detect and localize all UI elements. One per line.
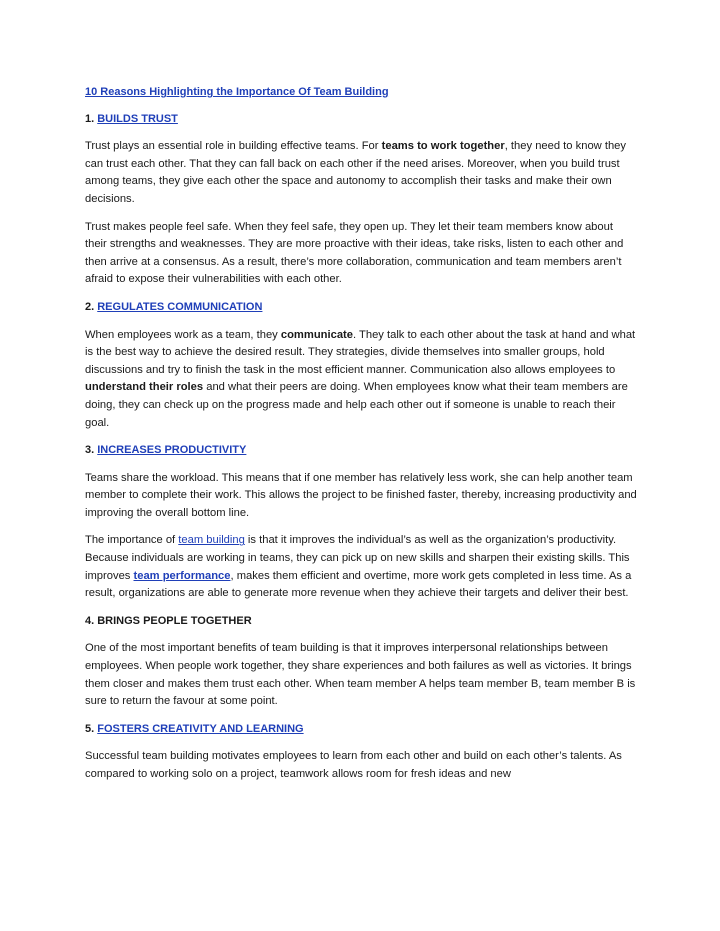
paragraph: Teams share the workload. This means that if one member has relatively less work, she can help another team member to complete their work. This allows the project to be finished faster, thereby, increasing productivity and improving the overall bottom line.	[85, 471, 637, 519]
paragraph: Trust makes people feel safe. When they feel safe, they open up. They let their team members know about their strengths and weaknesses. They are more proactive with their ideas, take risks, listen to each other and then arrive at a consensus. As a result, there’s more collaboration, communication and team members aren’t afraid to expose their vulnerabilities with each other.	[85, 220, 624, 286]
text-span: , they need to know they can trust each other. That they can fall back on each other if the need arises. Moreover, when you build trust among teams, they give each other the space and autonomy to accomplish their tasks and make their own decisions.	[85, 140, 626, 205]
section-heading-regulates-communication	[85, 299, 637, 317]
section-number: 3.	[85, 444, 98, 457]
text-span: Trust plays an essential role in building effective teams. For	[85, 140, 382, 153]
team-building-link[interactable]: team building	[178, 534, 245, 547]
section-heading-brings-people-together: 4. BRINGS PEOPLE TOGETHER	[85, 614, 252, 627]
paragraph: Successful team building motivates employees to learn from each other and build on each other’s talents. As compared to working solo on a project, teamwork allows room for fresh ideas and new	[85, 750, 622, 780]
text-span: . They talk to each other about the task at hand and what is the best way to achieve the desired result. They strategies, divide themselves into smaller groups, hold discussions and try to finish the task in the most efficient manner. Communication also allows employees to	[85, 328, 636, 376]
section-number: 5.	[85, 722, 98, 735]
increases-productivity-link[interactable]: INCREASES PRODUCTIVITY	[97, 444, 247, 457]
section-heading-fosters-creativity	[85, 721, 637, 739]
team-performance-link[interactable]: team performance	[133, 569, 231, 582]
document-page	[85, 84, 637, 794]
bold-phrase: understand their roles	[85, 381, 204, 394]
regulates-communication-link[interactable]: REGULATES COMMUNICATION	[97, 300, 263, 313]
section-heading-builds-trust	[85, 111, 637, 129]
text-span: is that it improves the individual’s as well as the organization’s productivity. Because individuals are working in teams, they can pick up on new skills and sharpen their existing skills. This improves	[85, 534, 630, 582]
document-title	[85, 84, 637, 102]
bold-phrase: teams to work together	[381, 140, 505, 153]
builds-trust-link[interactable]: BUILDS TRUST	[97, 112, 178, 125]
section-number: 1.	[85, 112, 98, 125]
fosters-creativity-link[interactable]: FOSTERS CREATIVITY AND LEARNING	[97, 722, 304, 735]
section-number: 2.	[85, 300, 98, 313]
section-heading-increases-productivity	[85, 442, 637, 460]
text-span: and what their peers are doing. When employees know what their team members are doing, they can check up on the progress made and help each other out if someone is unable to reach their goal.	[85, 381, 628, 429]
paragraph	[85, 138, 637, 208]
text-span: , makes them efficient and overtime, more work gets completed in less time. As a result, organizations are able to generate more revenue when they achieve their targets and deliver their best.	[85, 569, 632, 600]
bold-phrase: communicate	[280, 328, 353, 341]
paragraph	[85, 532, 637, 602]
title-link[interactable]: 10 Reasons Highlighting the Importance Of Team Building	[85, 86, 389, 98]
paragraph: One of the most important benefits of team building is that it improves interpersonal relationships between employees. When people work together, they share experiences and both failures as well as victories. It brings them closer and makes them trust each other. When team member A helps team member B, team member B is sure to return the favour at some point.	[85, 642, 636, 708]
text-span: The importance of	[85, 534, 179, 547]
text-span: When employees work as a team, they	[85, 328, 281, 341]
paragraph	[85, 327, 637, 433]
